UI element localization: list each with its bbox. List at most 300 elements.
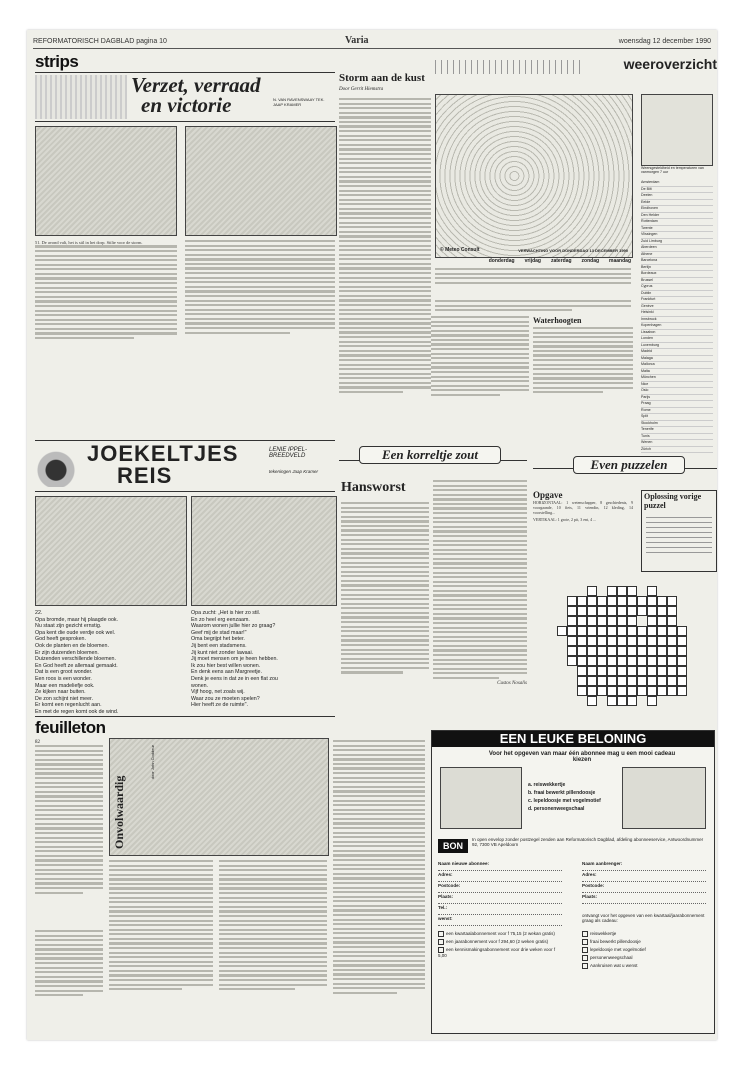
crossword-cell[interactable]: [627, 696, 637, 706]
weather-map: [435, 94, 633, 258]
city-name: Genève: [641, 303, 654, 308]
crossword-cell[interactable]: [617, 686, 627, 696]
crossword-cell[interactable]: [627, 646, 637, 656]
crossword-cell[interactable]: [557, 646, 567, 656]
city-name: Nice: [641, 381, 649, 386]
city-name: Split: [641, 414, 648, 418]
verse-line: Jij kunt niet zonder lawaai.: [191, 649, 254, 656]
crossword-cell[interactable]: [627, 596, 637, 606]
crossword-cell[interactable]: [557, 626, 567, 636]
city-name: Malaga: [641, 355, 653, 360]
verse-line: Hier heeft ze de ruimte".: [191, 702, 248, 709]
crossword-cell[interactable]: [567, 686, 577, 696]
crossword-cell[interactable]: [657, 646, 667, 656]
verse-line: En denk eens aan Margreetje.: [191, 669, 262, 676]
crossword-cell[interactable]: [667, 656, 677, 666]
verse-line: Denk je eens in dat ze in een flat zou: [191, 675, 278, 682]
crossword-cell[interactable]: [607, 616, 617, 626]
crossword-cell[interactable]: [627, 616, 637, 626]
crossword-cell[interactable]: [587, 626, 597, 636]
crossword-cell[interactable]: [617, 626, 627, 636]
subscriber-form: [438, 861, 562, 927]
form-field[interactable]: Plaats:: [582, 894, 706, 904]
city-name: Zuid Limburg: [641, 238, 662, 243]
form-field[interactable]: Postcode:: [438, 883, 562, 893]
crossword-cell[interactable]: [677, 586, 687, 596]
crossword-cell[interactable]: [667, 606, 677, 616]
crossword-cell[interactable]: [647, 666, 657, 676]
crossword-cell[interactable]: [647, 596, 657, 606]
city-name: Amsterdam: [641, 180, 660, 184]
feuilleton-col-2: [109, 860, 213, 993]
crossword-cell[interactable]: [637, 616, 647, 626]
crossword-cell[interactable]: [557, 656, 567, 666]
crossword-cell[interactable]: [617, 656, 627, 666]
crossword-cell[interactable]: [557, 596, 567, 606]
form-field[interactable]: Postcode:: [582, 883, 706, 893]
crossword-cell[interactable]: [667, 646, 677, 656]
weather-city-table: [641, 180, 713, 453]
city-name: Luxemburg: [641, 342, 659, 347]
verse-line: Jij moet mensen om je heen hebben.: [191, 656, 278, 663]
hansworst-article: [341, 480, 429, 676]
crossword-cell[interactable]: [597, 686, 607, 696]
crossword-cell[interactable]: [597, 626, 607, 636]
forecast-day: vrijdag: [524, 258, 541, 264]
crossword-cell[interactable]: [677, 666, 687, 676]
storm-continued: [431, 316, 529, 398]
crossword-cell[interactable]: [577, 676, 587, 686]
city-name: Mallorca: [641, 362, 655, 366]
option-label: reiswekkertje: [590, 931, 617, 937]
crossword-cell[interactable]: [677, 626, 687, 636]
city-name: Cyprus: [641, 284, 653, 288]
crossword-cell[interactable]: [597, 596, 607, 606]
city-name: Malta: [641, 368, 650, 373]
feuilleton-heading-bar: [35, 716, 335, 737]
crossword-cell[interactable]: [667, 696, 677, 706]
option-checkbox[interactable]: [582, 963, 706, 969]
crossword-cell[interactable]: [647, 656, 657, 666]
option-label: een kwartaalabonnement voor f 75,15 (2 wekan gratis): [446, 931, 555, 937]
crossword-cell[interactable]: [657, 606, 667, 616]
crossword-cell[interactable]: [557, 616, 567, 626]
verse-left: 22. Opa bromde, maar hij plaagde ook. Nu staat zijn gezicht ernstig. Opa kent die oude verdje ook wel. God heeft gesproken. Ook de planten en de bloemen. Er zijn duizenden bloemen. Duizenden verschillende bloemen. En God heeft ze allemaal gemaakt. Dat is een groot wonder. Een roos is een wonder. Maar een madeliefje ook. Ze kijken naar buiten. De zon schijnt niet meer. Er komt een regenlucht aan. En met de regen komt ook de wind.: [35, 610, 183, 716]
verse-line: Oma begrijpt het beter.: [191, 636, 245, 643]
city-name: Innsbruck: [641, 316, 657, 321]
crossword-cell[interactable]: [617, 666, 627, 676]
crossword-cell[interactable]: [577, 686, 587, 696]
crossword-cell[interactable]: [607, 596, 617, 606]
city-name: Dublin: [641, 290, 652, 295]
crossword-cell[interactable]: [577, 586, 587, 596]
crossword-cell[interactable]: [607, 686, 617, 696]
crossword-cell[interactable]: [627, 686, 637, 696]
crossword-cell[interactable]: [577, 656, 587, 666]
subscription-options: [438, 931, 562, 960]
crossword-cell[interactable]: [627, 606, 637, 616]
crossword-cell[interactable]: [657, 636, 667, 646]
crossword-cell[interactable]: [587, 606, 597, 616]
comic-credit: N. VAN RAVENSWAAY TEK. JAAP KRAMER: [273, 97, 325, 107]
checkbox-square[interactable]: [582, 947, 588, 953]
city-name: Rome: [641, 407, 651, 412]
page-header: [33, 34, 711, 49]
crossword-cell[interactable]: [567, 636, 577, 646]
crossword-cell[interactable]: [597, 636, 607, 646]
verse-line: En zo heel erg eenzaam.: [191, 616, 250, 623]
city-name: Brussel: [641, 277, 653, 282]
crossword-cell[interactable]: [567, 696, 577, 706]
form-field[interactable]: Naam nieuwe abonnee:: [438, 861, 562, 871]
crossword-cell[interactable]: [587, 696, 597, 706]
crossword-cell[interactable]: [657, 586, 667, 596]
crossword-cell[interactable]: [677, 696, 687, 706]
checkbox-square[interactable]: [582, 939, 588, 945]
gift-list: [528, 781, 628, 813]
crossword-cell[interactable]: [657, 686, 667, 696]
city-name: Eelde: [641, 199, 651, 204]
gift-checkboxes: [582, 931, 706, 971]
crossword-cell[interactable]: [587, 586, 597, 596]
crossword-cell[interactable]: [607, 636, 617, 646]
crossword-cell[interactable]: [627, 676, 637, 686]
feuilleton-heading: feuilleton: [35, 718, 106, 737]
crossword-cell[interactable]: [667, 666, 677, 676]
solution-box: [641, 490, 717, 572]
bon-instructions: In open envelop zonder postzegel zenden aan Reformatorisch Dagblad, afdeling abonneeservice, Antwoordnummer 92, 7300 VB Apeldoorn: [472, 837, 704, 847]
crossword-cell[interactable]: [637, 586, 647, 596]
feuilleton-number: 82: [35, 740, 40, 745]
weather-map-caption: VERWACHTING VOOR DONDERDAG 13 DECEMBER 1990: [518, 248, 628, 253]
crossword-cell[interactable]: [567, 626, 577, 636]
crossword-cell[interactable]: [627, 656, 637, 666]
crossword-grid: [557, 586, 687, 706]
crossword-cell[interactable]: [667, 636, 677, 646]
crossword-cell[interactable]: [587, 666, 597, 676]
crossword-cell[interactable]: [647, 646, 657, 656]
crossword-cell[interactable]: [567, 666, 577, 676]
crossword-cell[interactable]: [657, 616, 667, 626]
header-section: Varia: [345, 35, 369, 46]
option-checkbox[interactable]: [438, 931, 562, 937]
city-name: Barcelona: [641, 258, 658, 262]
crossword-cell[interactable]: [577, 596, 587, 606]
crossword-cell[interactable]: [657, 696, 667, 706]
crossword-cell[interactable]: [677, 606, 687, 616]
feuilleton-author: door John Coddeur: [150, 745, 155, 780]
option-checkbox[interactable]: [582, 939, 706, 945]
crossword-cell[interactable]: [607, 606, 617, 616]
verse-line: Er zijn duizenden bloemen.: [35, 649, 99, 656]
gift-item: d. personenweegschaal: [528, 806, 585, 812]
crossword-cell[interactable]: [597, 586, 607, 596]
crossword-cell[interactable]: [667, 616, 677, 626]
crossword-cell[interactable]: [587, 646, 597, 656]
puzzel-banner: [533, 456, 717, 482]
feuilleton-col-3: [219, 860, 327, 993]
crossword-cell[interactable]: [657, 676, 667, 686]
beloning-title: EEN LEUKE BELONING: [432, 731, 714, 747]
crossword-cell[interactable]: [607, 626, 617, 636]
gift-item: c. lepeldoosje met vogelmotief: [528, 798, 601, 804]
crossword-cell[interactable]: [627, 586, 637, 596]
crossword-cell[interactable]: [657, 656, 667, 666]
comic-panel-right: [185, 126, 337, 236]
weather-title: weeroverzicht: [623, 56, 717, 72]
city-name: Vlissingen: [641, 232, 658, 236]
crossword-cell[interactable]: [637, 676, 647, 686]
verse-line: Waar zou ze moeten spelen?: [191, 695, 260, 702]
option-label: lepeldoosje met vogelmotief: [590, 947, 646, 953]
gift-item: b. fraai bewerkt pillendoosje: [528, 790, 596, 796]
option-label: een kennismakingsabonnement voor drie weken voor f 5,00: [438, 947, 556, 958]
option-label: fraai bewerkt pillendoosje: [590, 939, 641, 945]
crossword-cell[interactable]: [587, 596, 597, 606]
city-name: Bordeaux: [641, 271, 657, 275]
crossword-cell[interactable]: [647, 676, 657, 686]
crossword-cell[interactable]: [597, 616, 607, 626]
option-checkbox[interactable]: [582, 947, 706, 953]
crossword-cell[interactable]: [587, 636, 597, 646]
option-checkbox[interactable]: [582, 931, 706, 937]
crossword-cell[interactable]: [557, 606, 567, 616]
crossword-cell[interactable]: [577, 626, 587, 636]
crossword-cell[interactable]: [577, 616, 587, 626]
crossword-cell[interactable]: [657, 666, 667, 676]
crossword-cell[interactable]: [677, 646, 687, 656]
crossword-cell[interactable]: [597, 656, 607, 666]
crossword-cell[interactable]: [557, 686, 567, 696]
story-panel-right: [191, 496, 337, 606]
comic-title: Verzet, verraad en victorie: [131, 73, 261, 117]
crossword-cell[interactable]: [557, 666, 567, 676]
verse-line: Waarom wonen jullie hier zo graag?: [191, 623, 276, 630]
story-panel-left: [35, 496, 187, 606]
crossword-cell[interactable]: [617, 646, 627, 656]
crossword-cell[interactable]: [637, 636, 647, 646]
crossword-cell[interactable]: [627, 626, 637, 636]
crossword-cell[interactable]: [607, 666, 617, 676]
strips-heading: strips: [35, 52, 335, 73]
puzzel-clues: [533, 490, 633, 522]
crossword-cell[interactable]: [677, 616, 687, 626]
crossword-cell[interactable]: [637, 696, 647, 706]
checkbox-square[interactable]: [438, 939, 444, 945]
crossword-cell[interactable]: [567, 586, 577, 596]
banner-illustration: [35, 75, 127, 119]
verse-line: Maar een madeliefje ook.: [35, 682, 95, 689]
crossword-cell[interactable]: [677, 686, 687, 696]
crossword-cell[interactable]: [627, 636, 637, 646]
city-name: Rotterdam: [641, 219, 658, 223]
city-name: München: [641, 375, 656, 379]
crossword-cell[interactable]: [637, 626, 647, 636]
crossword-cell[interactable]: [617, 676, 627, 686]
city-row: [641, 447, 713, 454]
crossword-cell[interactable]: [607, 676, 617, 686]
option-label: personenweegschaal: [590, 955, 633, 961]
forecast-day: zondag: [581, 258, 600, 264]
form-field[interactable]: wenst:: [438, 916, 562, 926]
gift-item: a. reiswekkertje: [528, 782, 566, 788]
verse-right: [191, 610, 335, 709]
crossword-cell[interactable]: [567, 606, 577, 616]
crossword-cell[interactable]: [567, 596, 577, 606]
crossword-cell[interactable]: [607, 696, 617, 706]
korreltje-title: Een korreltje zout: [359, 446, 501, 464]
crossword-cell[interactable]: [637, 646, 647, 656]
feuilleton-col-4: [333, 740, 425, 996]
solution-grid: [646, 513, 712, 553]
city-name: Den Helder: [641, 212, 660, 217]
crossword-cell[interactable]: [567, 616, 577, 626]
crossword-cell[interactable]: [637, 666, 647, 676]
checkbox-square[interactable]: [582, 955, 588, 961]
crossword-cell[interactable]: [637, 596, 647, 606]
verse-line: Geef mij de stad maar!": [191, 629, 247, 636]
crossword-cell[interactable]: [597, 606, 607, 616]
storm-body: [339, 98, 431, 393]
crossword-cell[interactable]: [567, 656, 577, 666]
checkbox-square[interactable]: [582, 963, 588, 969]
city-name: Oslo: [641, 388, 649, 392]
form-field[interactable]: Naam aanbrenger:: [582, 861, 706, 871]
crossword-cell[interactable]: [677, 676, 687, 686]
comic-caption-left: 51. De avond valt, het is stil in het dorp. Stilte voor de storm.: [35, 240, 177, 342]
waterhoogten: Waterhoogten: [533, 316, 633, 396]
crossword-cell[interactable]: [587, 616, 597, 626]
crossword-cell[interactable]: [617, 636, 627, 646]
crossword-cell[interactable]: [587, 656, 597, 666]
beloning-subtitle: Voor het opgeven van maar één abonnee mag u een mooi cadeau kiezen: [488, 751, 676, 763]
crossword-cell[interactable]: [577, 636, 587, 646]
crossword-cell[interactable]: [677, 636, 687, 646]
joekeltjes-credit: LENIE IPPEL-BREEDVELD: [269, 447, 308, 459]
city-name: Deelen: [641, 193, 653, 197]
bon-label: BON: [438, 839, 468, 853]
forecast-table: [435, 258, 631, 296]
crossword-cell[interactable]: [647, 626, 657, 636]
crossword-cell[interactable]: [607, 656, 617, 666]
crossword-cell[interactable]: [647, 606, 657, 616]
crossword-cell[interactable]: [677, 596, 687, 606]
weather-table-caption: Weersgesteldheid en temperaturen van vanmorgen 7 uur: [641, 166, 704, 174]
feuilleton-col-1b: [35, 930, 103, 999]
forecast-day: zaterdag: [550, 258, 572, 264]
joekeltjes-illustrator: tekeningen Jaap Kramer: [269, 469, 319, 474]
city-name: Eindhoven: [641, 206, 658, 210]
crossword-cell[interactable]: [587, 676, 597, 686]
city-name: De Bilt: [641, 186, 652, 191]
crossword-cell[interactable]: [597, 676, 607, 686]
crossword-cell[interactable]: [557, 676, 567, 686]
city-name: Wenen: [641, 440, 653, 444]
crossword-cell[interactable]: [557, 586, 567, 596]
option-checkbox[interactable]: [438, 947, 562, 958]
joekeltjes-title: JOEKELTJES REIS: [87, 441, 239, 488]
city-name: Madrid: [641, 349, 652, 353]
crossword-cell[interactable]: [647, 636, 657, 646]
weather-banner: [435, 56, 717, 76]
city-name: Stockholm: [641, 420, 658, 425]
crossword-cell[interactable]: [557, 636, 567, 646]
crossword-cell[interactable]: [577, 606, 587, 616]
checkbox-square[interactable]: [582, 931, 588, 937]
crossword-cell[interactable]: [657, 596, 667, 606]
checkbox-square[interactable]: [438, 931, 444, 937]
verse-line: De zon schijnt niet meer.: [35, 695, 93, 702]
crossword-cell[interactable]: [577, 696, 587, 706]
crossword-cell[interactable]: [617, 616, 627, 626]
form-field[interactable]: Adres:: [438, 872, 562, 882]
crossword-cell[interactable]: [607, 586, 617, 596]
crossword-cell[interactable]: [647, 616, 657, 626]
crossword-cell[interactable]: [597, 646, 607, 656]
crossword-cell[interactable]: [667, 676, 677, 686]
crossword-cell[interactable]: [567, 646, 577, 656]
verse-line: Ook de planten en de bloemen.: [35, 642, 109, 649]
crossword-cell[interactable]: [557, 696, 567, 706]
crossword-cell[interactable]: [647, 686, 657, 696]
comic-panel-left: [35, 126, 177, 236]
crossword-cell[interactable]: [577, 666, 587, 676]
crossword-cell[interactable]: [667, 586, 677, 596]
crossword-cell[interactable]: [617, 606, 627, 616]
verse-line: Opa kent die oude verdje ook wel.: [35, 629, 116, 636]
form-field[interactable]: Adres:: [582, 872, 706, 882]
verse-line: wonen.: [191, 682, 209, 689]
crossword-cell[interactable]: [667, 596, 677, 606]
crossword-cell[interactable]: [637, 656, 647, 666]
crossword-cell[interactable]: [577, 646, 587, 656]
city-name: Athene: [641, 251, 653, 256]
crossword-cell[interactable]: [617, 586, 627, 596]
crossword-cell[interactable]: [677, 656, 687, 666]
option-checkbox[interactable]: [582, 955, 706, 961]
verse-line: En met de regen komt ook de wind.: [35, 708, 119, 715]
strips-column: [35, 52, 335, 715]
option-checkbox[interactable]: [438, 939, 562, 945]
header-left: REFORMATORISCH DAGBLAD pagina 10: [33, 38, 167, 45]
hansworst-title: Hansworst: [341, 480, 406, 495]
crossword-cell[interactable]: [657, 626, 667, 636]
crossword-cell[interactable]: [637, 606, 647, 616]
crossword-cell[interactable]: [617, 596, 627, 606]
crossword-cell[interactable]: [647, 696, 657, 706]
form-field[interactable]: Tel.:: [438, 905, 562, 915]
form-field[interactable]: Plaats:: [438, 894, 562, 904]
crossword-cell[interactable]: [597, 666, 607, 676]
verse-line: Jij bent een stadsmens.: [191, 642, 247, 649]
crossword-cell[interactable]: [637, 686, 647, 696]
crossword-cell[interactable]: [597, 696, 607, 706]
crossword-cell[interactable]: [617, 696, 627, 706]
crossword-cell[interactable]: [627, 666, 637, 676]
header-date: woensdag 12 december 1990: [618, 38, 711, 45]
crossword-cell[interactable]: [587, 686, 597, 696]
hansworst-signature: Custos Nosalis: [497, 681, 527, 687]
crossword-cell[interactable]: [667, 686, 677, 696]
verse-line: En God heeft ze allemaal gemaakt.: [35, 662, 118, 669]
crossword-cell[interactable]: [567, 676, 577, 686]
crossword-cell[interactable]: [667, 626, 677, 636]
storm-title: Storm aan de kust: [339, 72, 425, 84]
comic-title-banner: [35, 73, 335, 122]
verse-line: Vijf hoog, net zoals wij.: [191, 689, 245, 696]
crossword-cell[interactable]: [647, 586, 657, 596]
crossword-cell[interactable]: [607, 646, 617, 656]
